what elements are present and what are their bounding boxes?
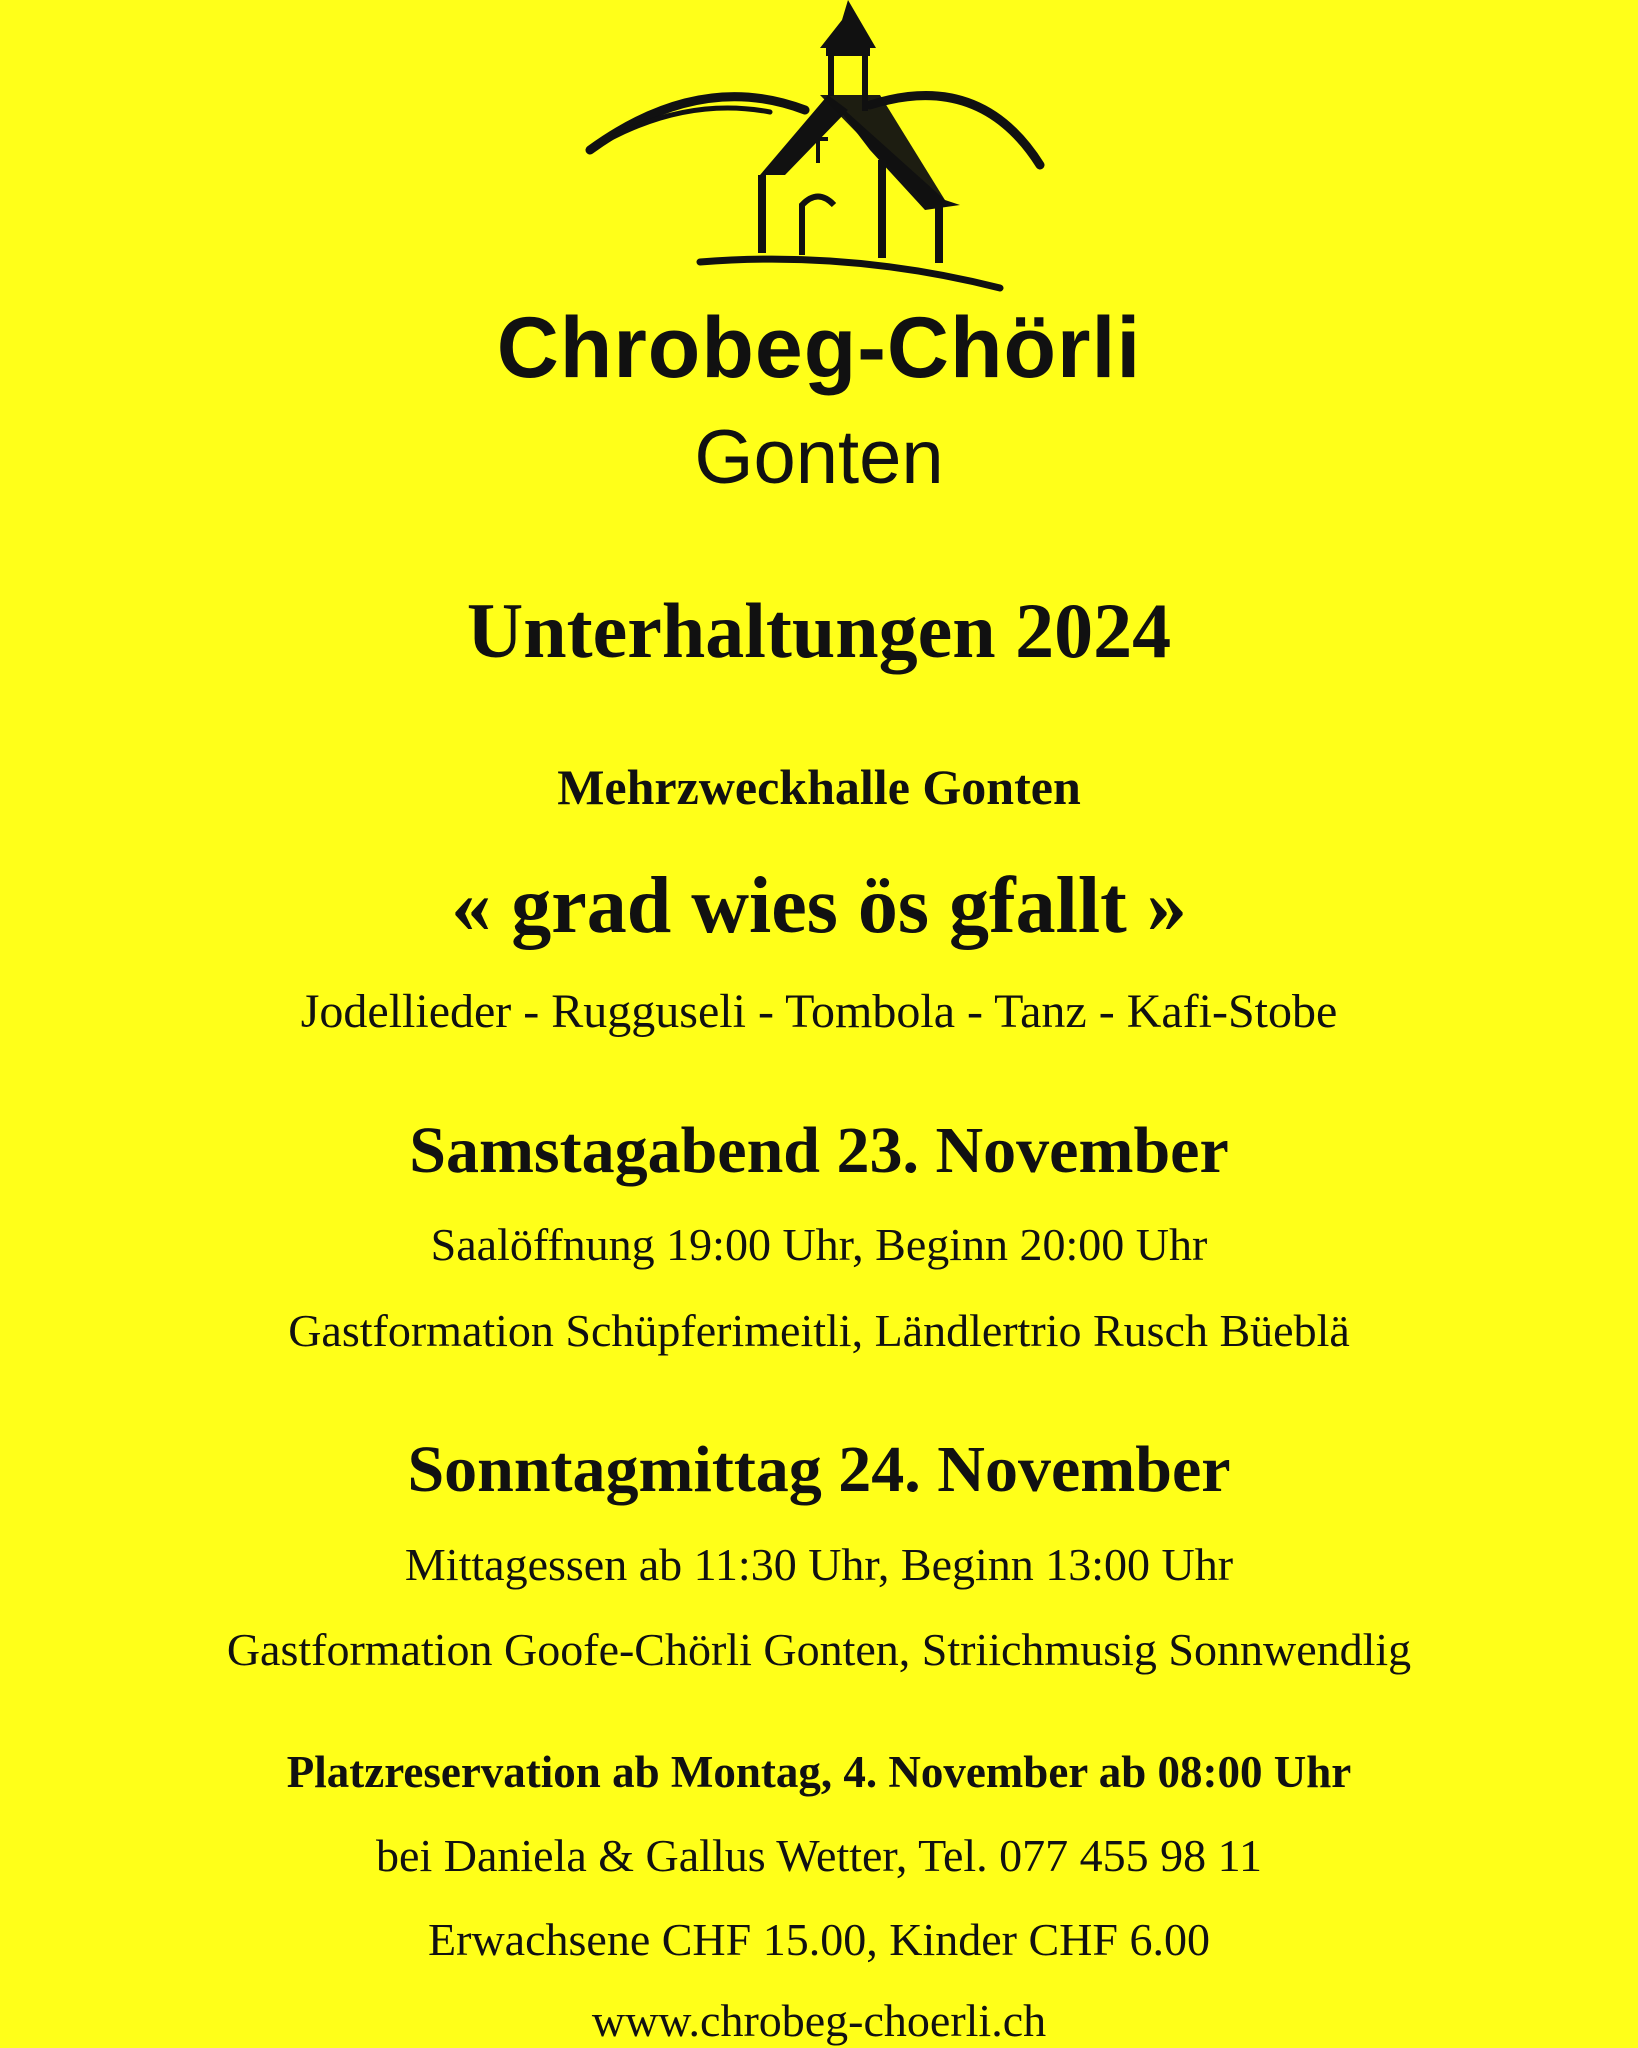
event-title: Unterhaltungen 2024: [466, 587, 1172, 674]
day-2-heading: Sonntagmittag 24. November: [407, 1433, 1231, 1506]
day-1-heading: Samstagabend 23. November: [409, 1114, 1229, 1187]
event-motto: « grad wies ös gfallt »: [451, 862, 1187, 950]
day-2-times: Mittagessen ab 11:30 Uhr, Beginn 13:00 Uhr: [404, 1539, 1234, 1590]
day-1-times: Saalöffnung 19:00 Uhr, Beginn 20:00 Uhr: [430, 1219, 1208, 1270]
reservation-headline: Platzreservation ab Montag, 4. November ab 08:00 Uhr: [286, 1747, 1352, 1797]
event-program: Jodellieder - Rugguseli - Tombola - Tanz - Kafi-Stobe: [300, 985, 1338, 1038]
chapel-on-hill-icon: [580, 0, 1060, 300]
ticket-prices: Erwachsene CHF 15.00, Kinder CHF 6.00: [428, 1914, 1210, 1965]
website-link[interactable]: www.chrobeg-choerli.ch: [591, 1995, 1047, 2046]
event-venue: Mehrzweckhalle Gonten: [557, 759, 1081, 815]
day-2-guests: Gastformation Goofe-Chörli Gonten, Striichmusig Sonnwendlig: [226, 1624, 1412, 1675]
day-1-guests: Gastformation Schüpferimeitli, Ländlertrio Rusch Büeblä: [288, 1305, 1350, 1356]
logo-title: Chrobeg-Chörli: [496, 300, 1142, 396]
logo-subtitle: Gonten: [694, 415, 944, 500]
reservation-contact: bei Daniela & Gallus Wetter, Tel. 077 455 98 11: [376, 1830, 1262, 1881]
